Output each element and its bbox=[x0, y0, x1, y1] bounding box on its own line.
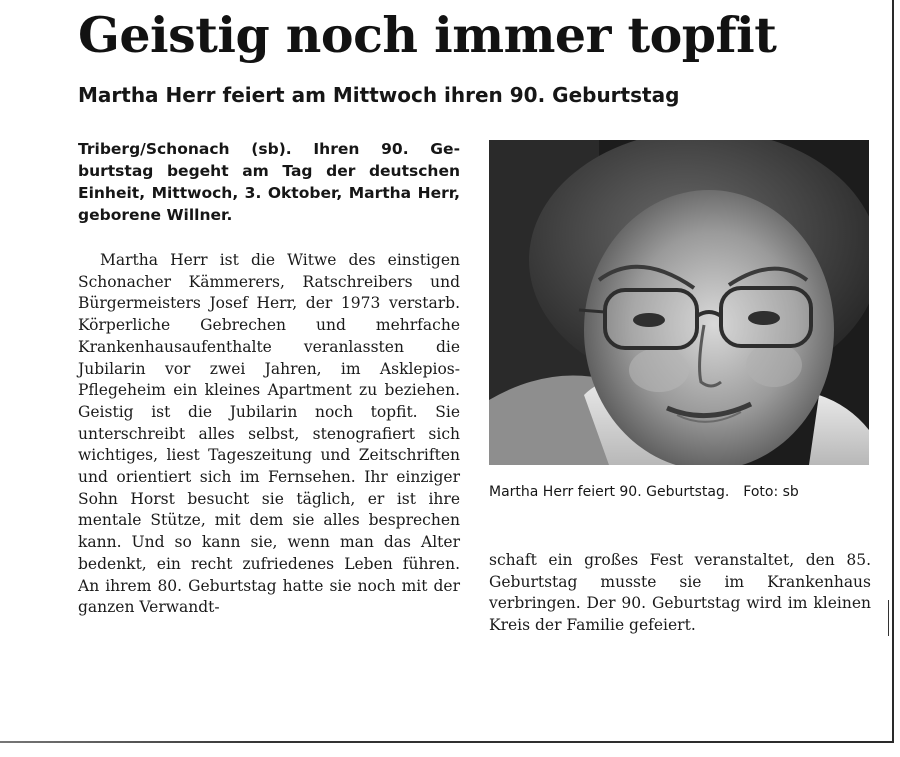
subheadline: Martha Herr feiert am Mittwoch ihren 90. Geburtstag bbox=[78, 83, 680, 107]
headline: Geistig noch immer topfit bbox=[78, 6, 777, 64]
left-column bbox=[78, 138, 460, 619]
scan-edge-bottom bbox=[0, 741, 894, 743]
photo-credit: Foto: sb bbox=[743, 484, 799, 500]
body-paragraph-right: schaft ein großes Fest veranstaltet, den 85. Geburtstag musste sie im Krankenhaus verbringen. Der 90. Geburtstag wird im kleinen Kreis der Familie gefeiert. bbox=[489, 551, 871, 635]
portrait-photo bbox=[489, 140, 869, 465]
scan-edge-right bbox=[892, 0, 894, 742]
caption-text: Martha Herr feiert 90. Geburtstag. bbox=[489, 484, 730, 500]
portrait-photo-graphic bbox=[489, 140, 869, 465]
body-paragraph-left: Martha Herr ist die Witwe des einstigen Schonacher Kämmerers, Ratschreibers und Bürgermeisters Josef Herr, der 1973 verstarb. Körperliche Gebrechen und mehrfache Krankenhausaufenthalte veranlassten die Jubilarin vor zwei Jahren, im Asklepios-Pflegeheim ein kleines Apartment zu beziehen. Geistig ist die Jubilarin noch topfit. Sie unterschreibt alles selbst, stenografiert sich wichtiges, liest Tageszeitung und Zeitschriften und orientiert sich im Fernsehen. Ihr einziger Sohn Horst besucht sie täglich, er ist ihre mentale Stütze, mit dem sie alles besprechen kann. Und so kann sie, wenn man das Alter bedenkt, ein recht zufriedenes Leben führen. An ihrem 80. Geburtstag hatte sie noch mit der ganzen Verwandt- bbox=[78, 251, 460, 617]
lead-paragraph: Triberg/Schonach (sb). Ihren 90. Geburtstag begeht am Tag der deutschen Einheit, Mittwoch, 3. Oktober, Martha Herr, geborene Willner. bbox=[78, 140, 460, 224]
photo-caption bbox=[489, 482, 871, 502]
column-rule bbox=[888, 600, 889, 636]
